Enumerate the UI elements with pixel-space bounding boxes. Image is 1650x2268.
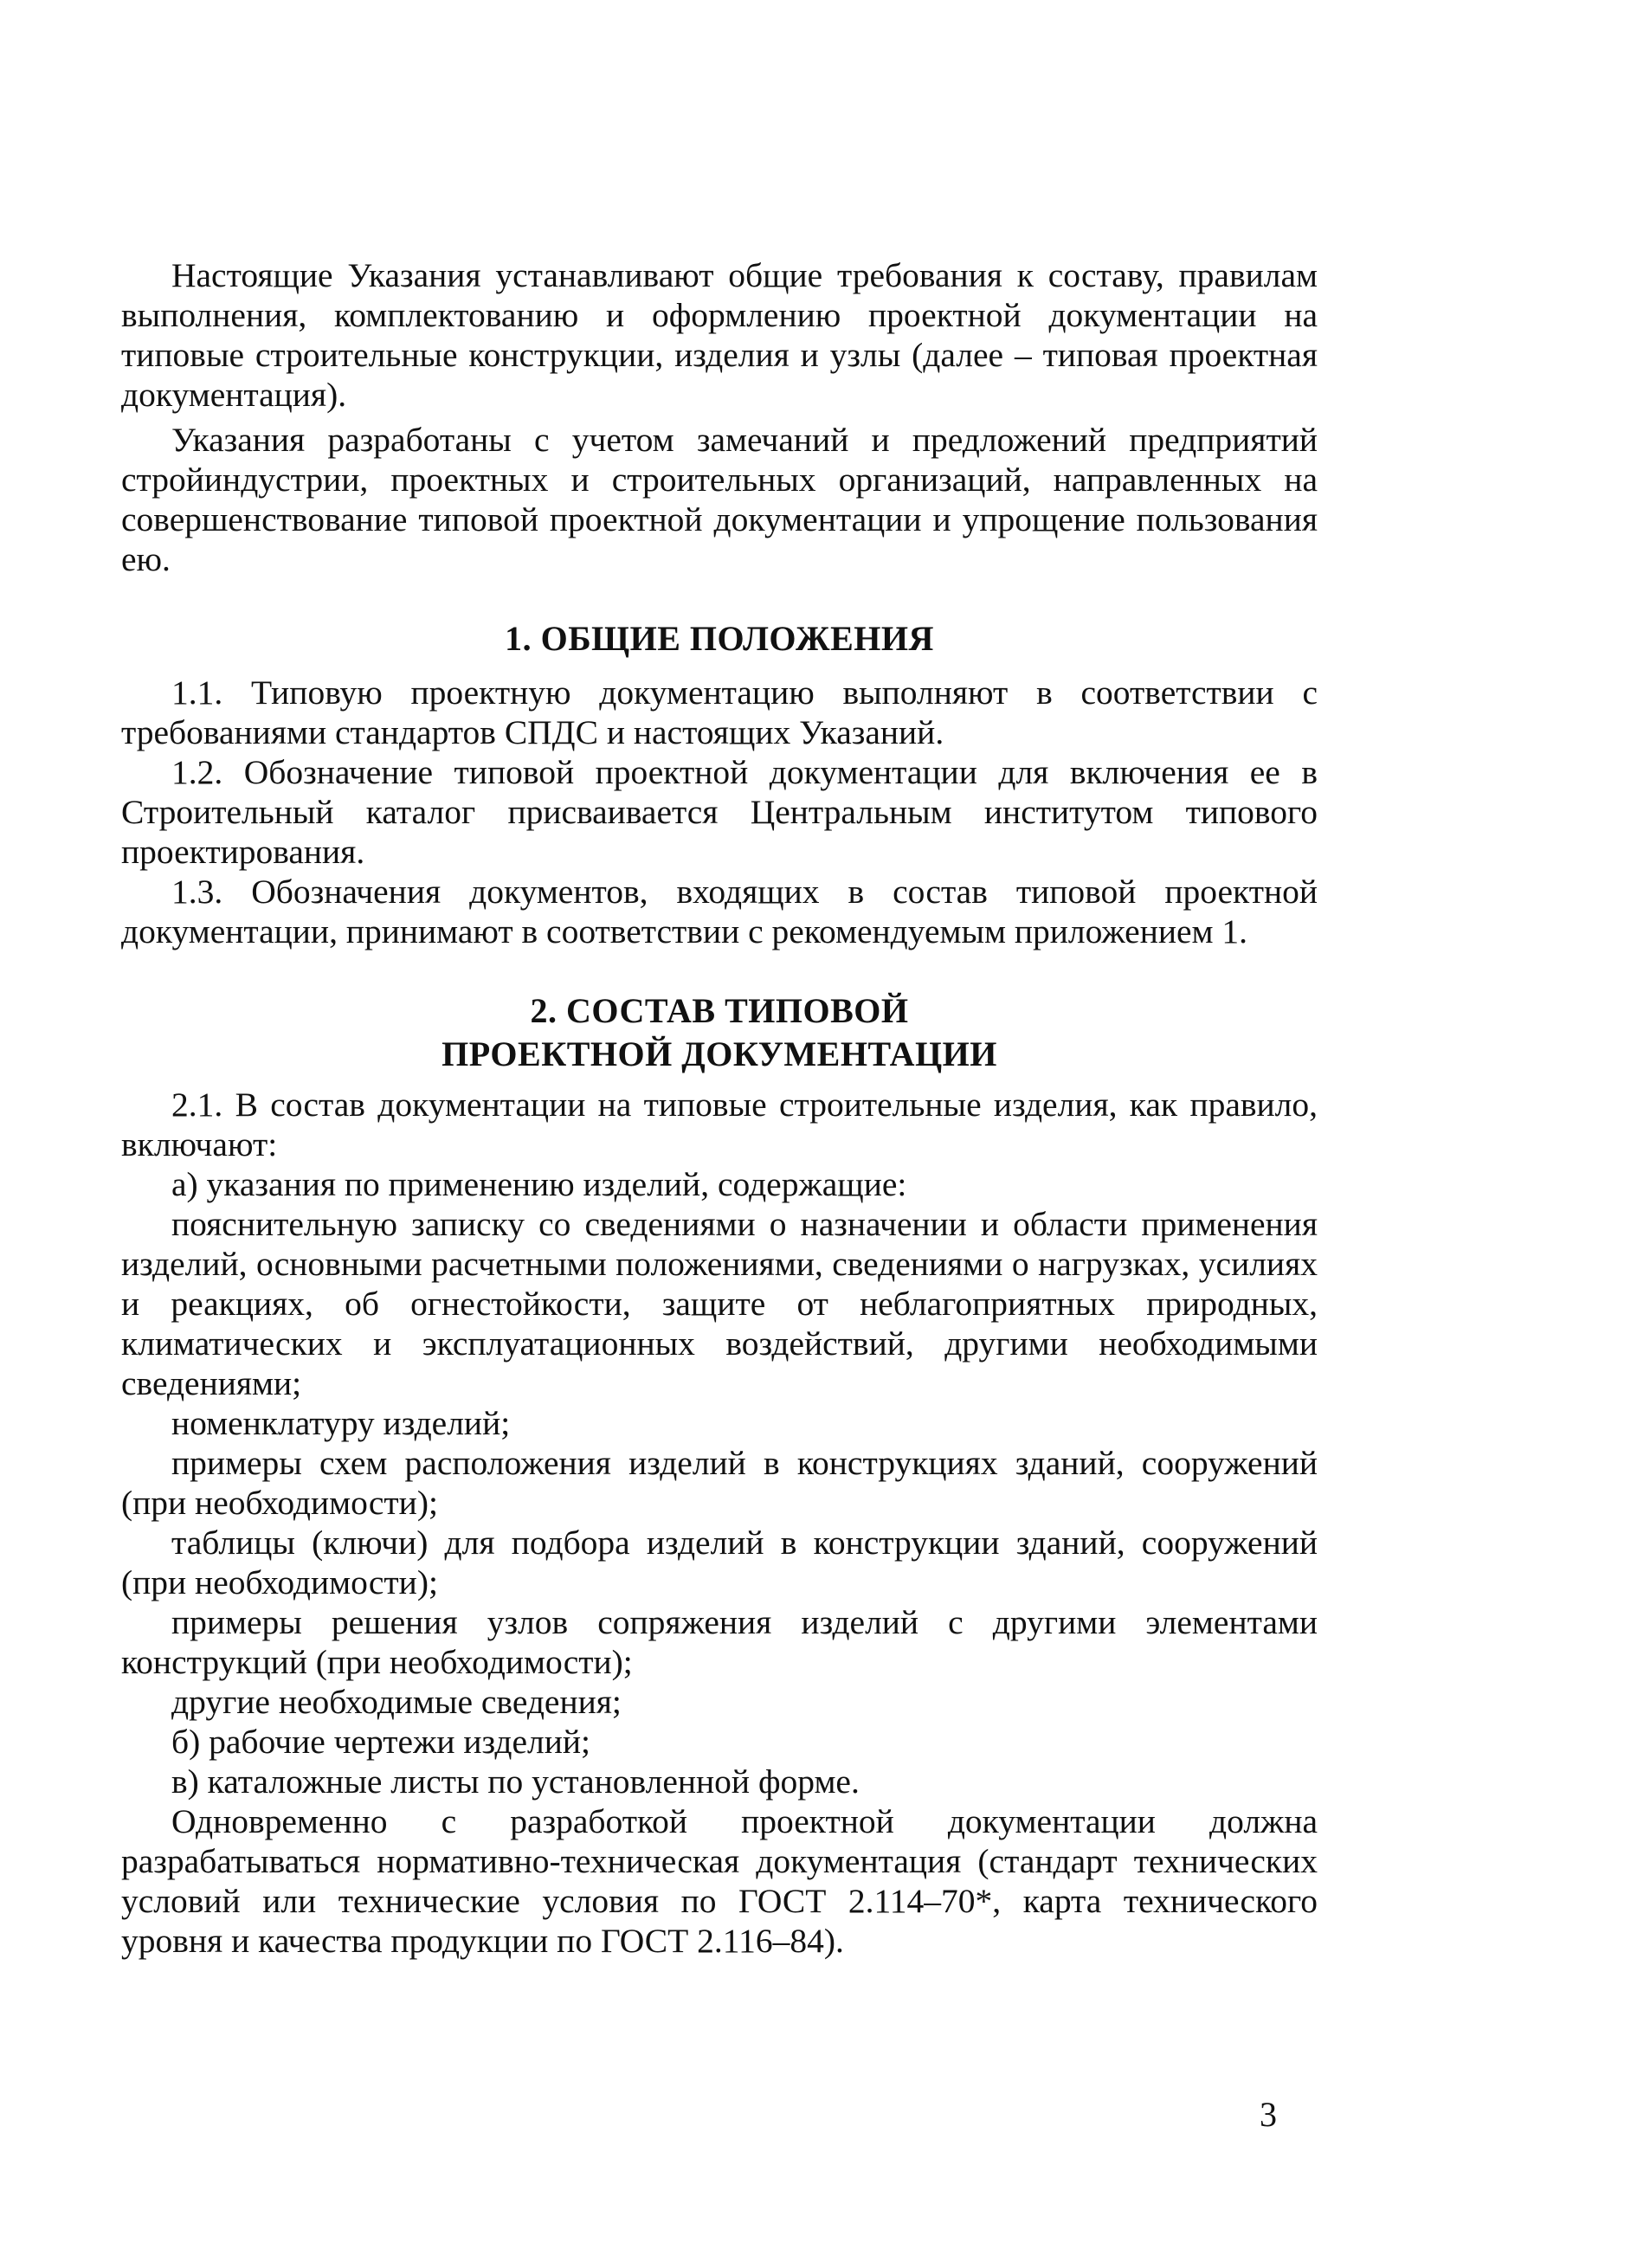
section-1-title: 1. ОБЩИЕ ПОЛОЖЕНИЯ <box>505 619 934 658</box>
sub-item-other-info: другие необходимые сведения; <box>171 1683 622 1721</box>
intro-paragraph-1: Настоящие Указания устанавливают общие требования к составу, правилам выполнения, комплектованию и оформлению проектной документации на типовые строительные конструкции, изделия и узлы (далее – типовая проектная документация). <box>121 256 1318 414</box>
clause-2-1: 2.1. В состав документации на типовые строительные изделия, как правило, включают: <box>121 1086 1318 1163</box>
clause-1-3: 1.3. Обозначения документов, входящих в состав типовой проектной документации, принимают в соответствии с рекомендуемым приложением 1. <box>121 873 1318 950</box>
section-2-title-line-2: ПРОЕКТНОЙ ДОКУМЕНТАЦИИ <box>442 1034 997 1073</box>
section-2-title-line-1: 2. СОСТАВ ТИПОВОЙ <box>530 991 909 1030</box>
list-item-c: в) каталожные листы по установленной форме. <box>171 1762 860 1801</box>
intro-paragraph-2: Указания разработаны с учетом замечаний и предложений предприятий стройиндустрии, проектных и строительных организаций, направленных на совершенствование типовой проектной документации и упрощение пользования ею. <box>121 421 1318 578</box>
sub-item-layout-examples: примеры схем расположения изделий в конструкциях зданий, сооружений (при необходимости); <box>121 1444 1318 1522</box>
page-number: 3 <box>1260 2095 1277 2134</box>
sub-item-joint-examples: примеры решения узлов сопряжения изделий с другими элементами конструкций (при необходимости); <box>121 1603 1318 1681</box>
clause-1-2: 1.2. Обозначение типовой проектной документации для включения ее в Строительный каталог присваивается Центральным институтом типового проектирования. <box>121 753 1318 871</box>
list-item-b: б) рабочие чертежи изделий; <box>171 1723 590 1761</box>
document-page <box>121 255 1318 1961</box>
list-item-a: а) указания по применению изделий, содержащие: <box>171 1165 907 1203</box>
section-2-title <box>121 989 1318 1076</box>
sub-item-selection-tables: таблицы (ключи) для подбора изделий в конструкции зданий, сооружений (при необходимости); <box>121 1524 1318 1601</box>
sub-item-nomenclature: номенклатуру изделий; <box>171 1404 511 1442</box>
clause-1-1: 1.1. Типовую проектную документацию выполняют в соответствии с требованиями стандартов СПДС и настоящих Указаний. <box>121 673 1318 751</box>
closing-paragraph: Одновременно с разработкой проектной документации должна разрабатываться нормативно-техническая документация (стандарт технических условий или технические условия по ГОСТ 2.114–70*, карта технического уровня и качества продукции по ГОСТ 2.116–84). <box>121 1802 1318 1960</box>
sub-item-explanatory-note: пояснительную записку со сведениями о назначении и области применения изделий, основными расчетными положениями, сведениями о нагрузках, усилиях и реакциях, об огнестойкости, защите от неблагоприятных природных, климатических и эксплуатационных воздействий, другими необходимыми сведениями; <box>121 1205 1318 1402</box>
